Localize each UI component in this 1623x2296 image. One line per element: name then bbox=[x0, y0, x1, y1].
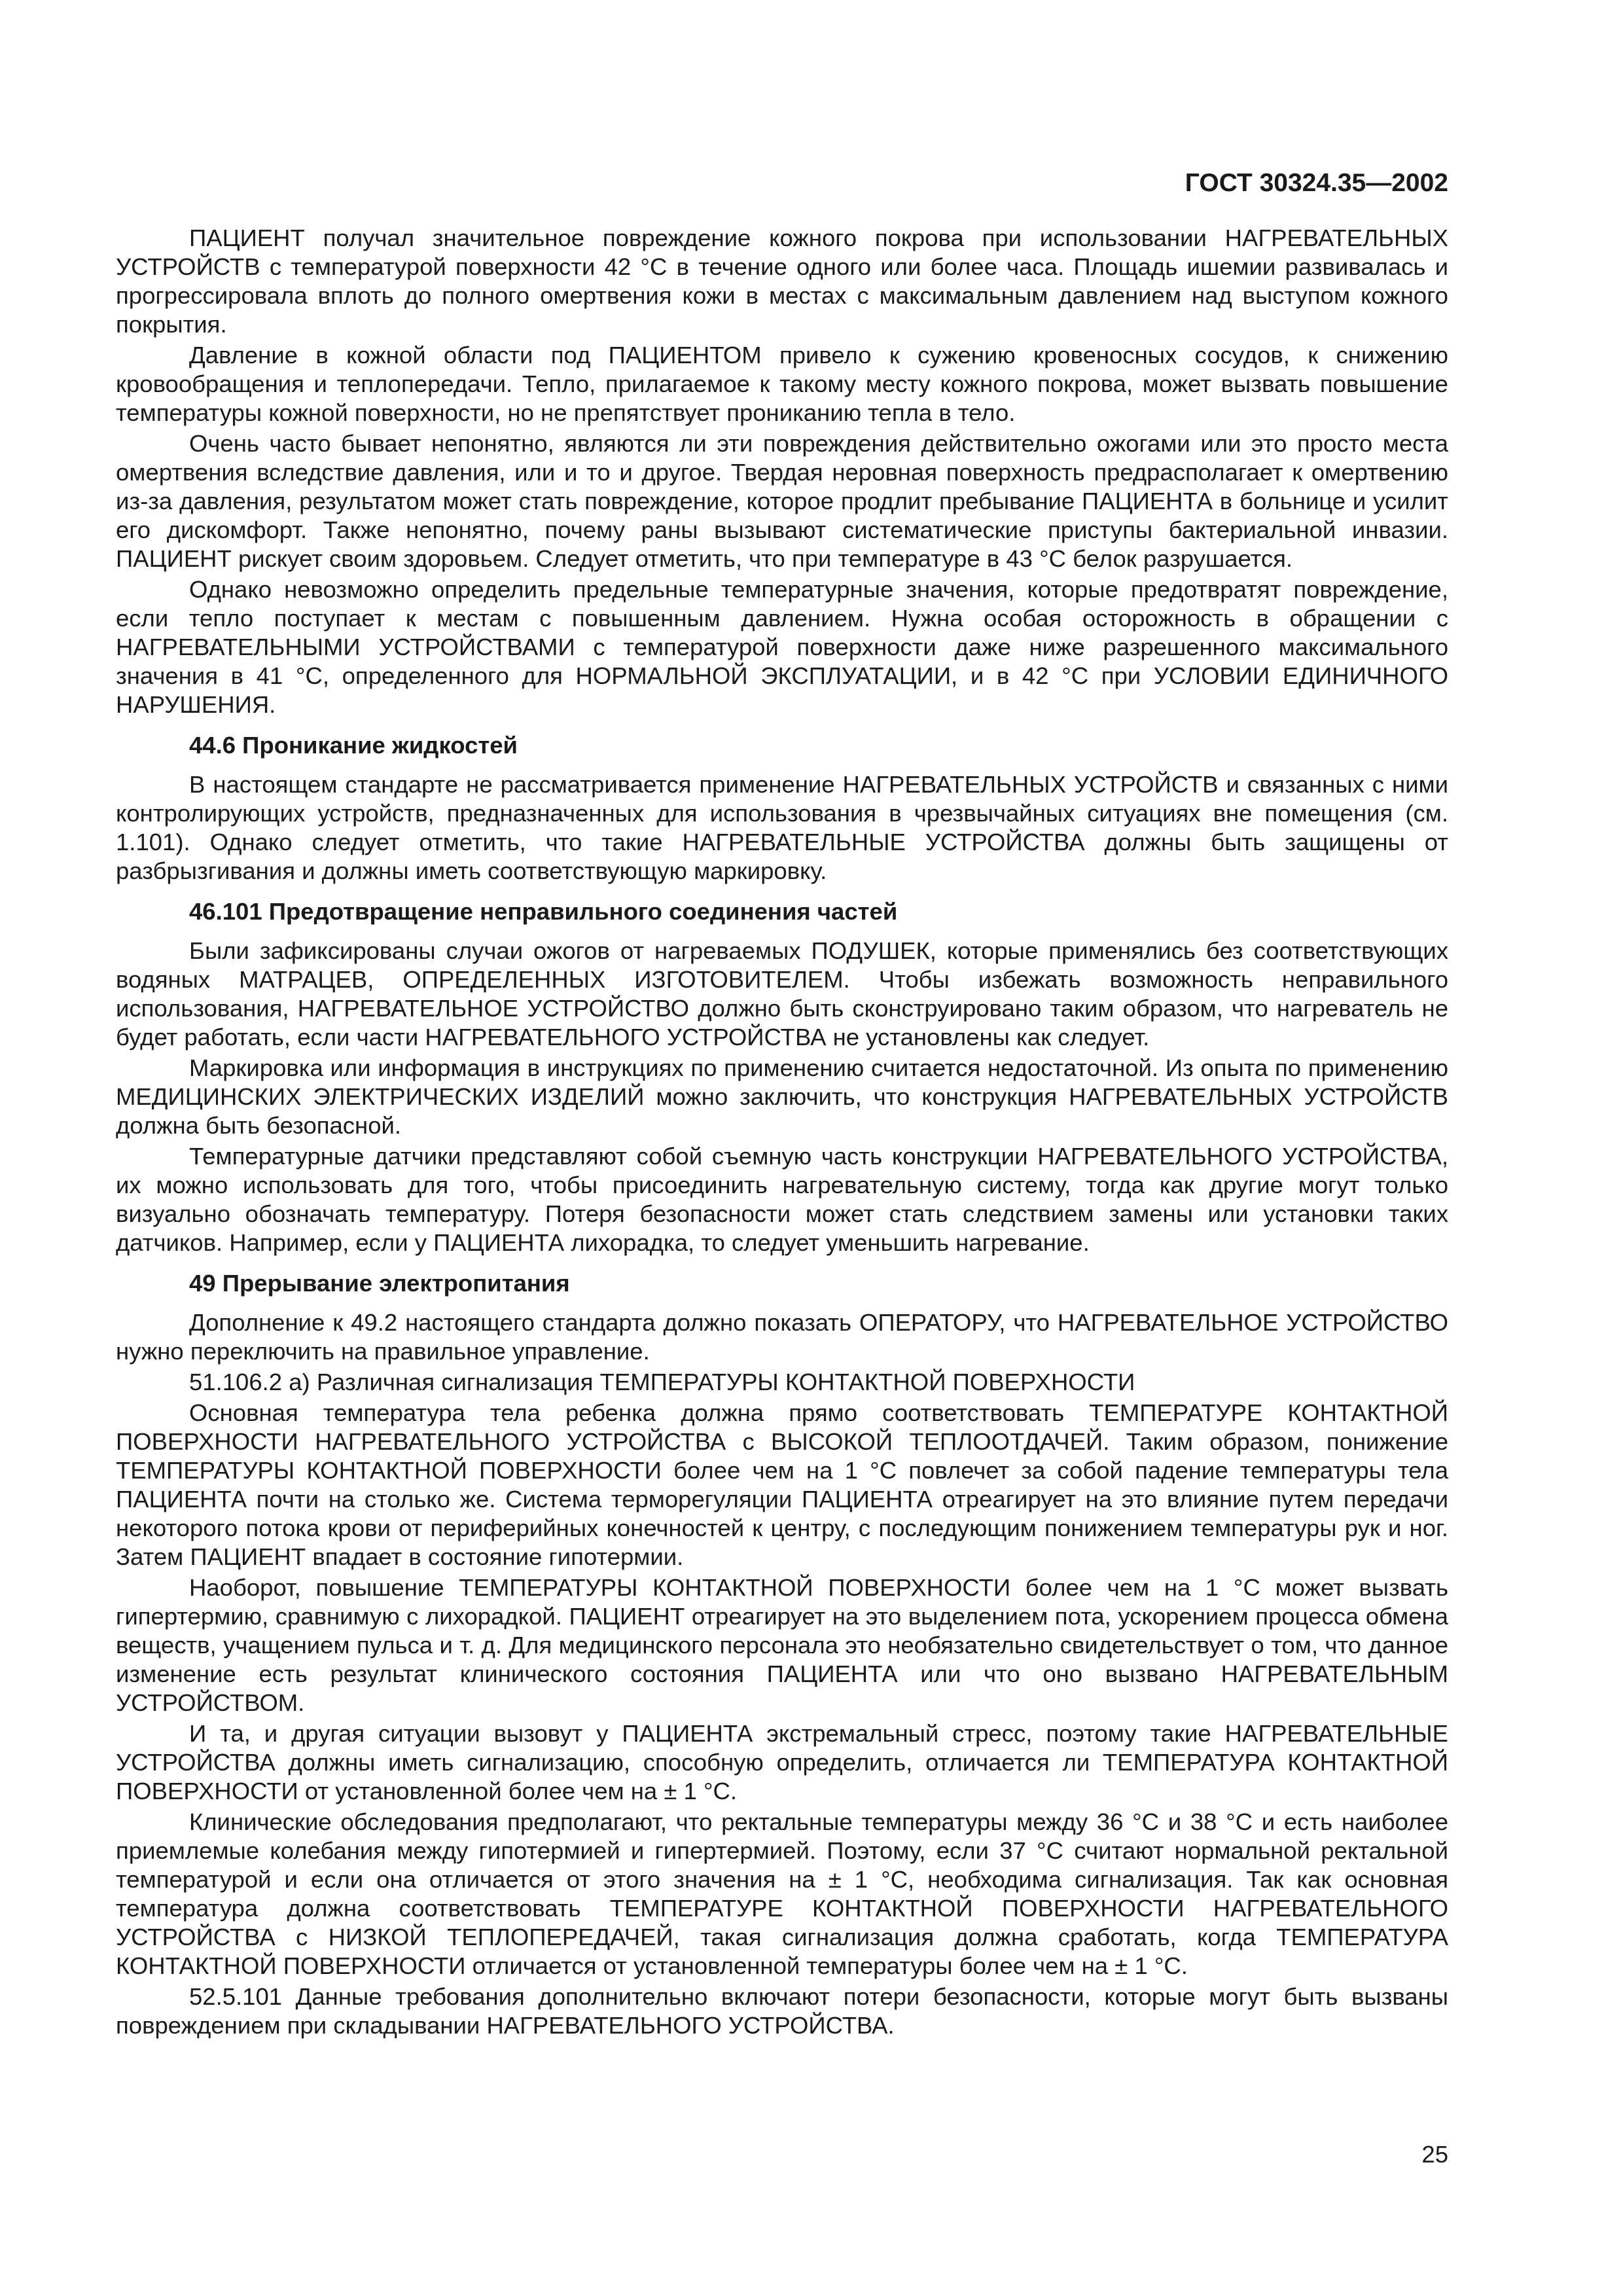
section-heading: 49 Прерывание электропитания bbox=[189, 1270, 570, 1297]
paragraph: Очень часто бывает непонятно, являются ли эти повреждения действительно ожогами или это просто места омертвения вследствие давления, или и то и другое. Твердая неровная поверхность предрасполагает к омертвению из-за давления, результатом может стать повреждение, которое продлит пребывание ПАЦИЕНТА в больнице и усилит его дискомфорт. Также непонятно, почему раны вызывают систематические приступы бактериальной инвазии. ПАЦИЕНТ рискует своим здоровьем. Следует отметить, что при температуре в 43 °С белок разрушается. bbox=[116, 430, 1448, 572]
paragraph: Основная температура тела ребенка должна прямо соответствовать ТЕМПЕРАТУРЕ КОНТАКТНОЙ ПОВЕРХНОСТИ НАГРЕВАТЕЛЬНОГО УСТРОЙСТВА с ВЫСОКОЙ ТЕПЛООТДАЧЕЙ. Таким образом, понижение ТЕМПЕРАТУРЫ КОНТАКТНОЙ ПОВЕРХНОСТИ более чем на 1 °С повлечет за собой падение температуры тела ПАЦИЕНТА почти на столько же. Система терморегуляции ПАЦИЕНТА отреагирует на это влияние путем передачи некоторого потока крови от периферийных конечностей к центру, с последующим понижением температуры рук и ног. Затем ПАЦИЕНТ впадает в состояние гипотермии. bbox=[116, 1399, 1448, 1570]
page-number: 25 bbox=[1421, 2141, 1448, 2168]
paragraph: Температурные датчики представляют собой съемную часть конструкции НАГРЕВАТЕЛЬНОГО УСТРОЙСТВА, их можно использовать для того, чтобы присоединить нагревательную систему, тогда как другие могут только визуально обозначать температуру. Потеря безопасности может стать следствием замены или установки таких датчиков. Например, если у ПАЦИЕНТА лихорадка, то следует уменьшить нагревание. bbox=[116, 1143, 1448, 1256]
document-page bbox=[116, 151, 1448, 2232]
paragraph: Наоборот, повышение ТЕМПЕРАТУРЫ КОНТАКТНОЙ ПОВЕРХНОСТИ более чем на 1 °С может вызвать гипертермию, сравнимую с лихорадкой. ПАЦИЕНТ отреагирует на это выделением пота, ускорением процесса обмена веществ, учащением пульса и т. д. Для медицинского персонала это необязательно свидетельствует о том, что данное изменение есть результат клинического состояния ПАЦИЕНТА или что оно вызвано НАГРЕВАТЕЛЬНЫМ УСТРОЙСТВОМ. bbox=[116, 1574, 1448, 1716]
section-heading: 44.6 Проникание жидкостей bbox=[189, 732, 518, 759]
paragraph: 51.106.2 а) Различная сигнализация ТЕМПЕРАТУРЫ КОНТАКТНОЙ ПОВЕРХНОСТИ bbox=[189, 1369, 1135, 1395]
paragraph: ПАЦИЕНТ получал значительное повреждение кожного покрова при использовании НАГРЕВАТЕЛЬНЫХ УСТРОЙСТВ с температурой поверхности 42 °С в течение одного или более часа. Площадь ишемии развивалась и прогрессировала вплоть до полного омертвения кожи в местах с максимальным давлением над выступом кожного покрытия. bbox=[116, 224, 1448, 338]
paragraph: Дополнение к 49.2 настоящего стандарта должно показать ОПЕРАТОРУ, что НАГРЕВАТЕЛЬНОЕ УСТРОЙСТВО нужно переключить на правильное управление. bbox=[116, 1309, 1448, 1365]
paragraph: Были зафиксированы случаи ожогов от нагреваемых ПОДУШЕК, которые применялись без соответствующих водяных МАТРАЦЕВ, ОПРЕДЕЛЕННЫХ ИЗГОТОВИТЕЛЕМ. Чтобы избежать возможность неправильного использования, НАГРЕВАТЕЛЬНОЕ УСТРОЙСТВО должно быть сконструировано таким образом, что нагреватель не будет работать, если части НАГРЕВАТЕЛЬНОГО УСТРОЙСТВА не установлены как следует. bbox=[116, 937, 1448, 1050]
document-header: ГОСТ 30324.35—2002 bbox=[1185, 169, 1448, 197]
paragraph: В настоящем стандарте не рассматривается применение НАГРЕВАТЕЛЬНЫХ УСТРОЙСТВ и связанных с ними контролирующих устройств, предназначенных для использования в чрезвычайных ситуациях вне помещения (см. 1.101). Однако следует отметить, что такие НАГРЕВАТЕЛЬНЫЕ УСТРОЙСТВА должны быть защищены от разбрызгивания и должны иметь соответствующую маркировку. bbox=[116, 771, 1448, 884]
paragraph: Клинические обследования предполагают, что ректальные температуры между 36 °С и 38 °С и есть наиболее приемлемые колебания между гипотермией и гипертермией. Поэтому, если 37 °С считают нормальной ректальной температурой и если она отличается от этого значения на ± 1 °С, необходима сигнализация. Так как основная температура должна соответствовать ТЕМПЕРАТУРЕ КОНТАКТНОЙ ПОВЕРХНОСТИ НАГРЕВАТЕЛЬНОГО УСТРОЙСТВА с НИЗКОЙ ТЕПЛОПЕРЕДАЧЕЙ, такая сигнализация должна сработать, когда ТЕМПЕРАТУРА КОНТАКТНОЙ ПОВЕРХНОСТИ отличается от установленной температуры более чем на ± 1 °С. bbox=[116, 1808, 1448, 1979]
paragraph: 52.5.101 Данные требования дополнительно включают потери безопасности, которые могут быть вызваны повреждением при складывании НАГРЕВАТЕЛЬНОГО УСТРОЙСТВА. bbox=[116, 1983, 1448, 2039]
paragraph: И та, и другая ситуации вызовут у ПАЦИЕНТА экстремальный стресс, поэтому такие НАГРЕВАТЕЛЬНЫЕ УСТРОЙСТВА должны иметь сигнализацию, способную определить, отличается ли ТЕМПЕРАТУРА КОНТАКТНОЙ ПОВЕРХНОСТИ от установленной более чем на ± 1 °С. bbox=[116, 1720, 1448, 1804]
section-heading: 46.101 Предотвращение неправильного соединения частей bbox=[189, 898, 898, 925]
paragraph: Давление в кожной области под ПАЦИЕНТОМ привело к сужению кровеносных сосудов, к снижению кровообращения и теплопередачи. Тепло, прилагаемое к такому месту кожного покрова, может вызвать повышение температуры кожной поверхности, но не препятствует прониканию тепла в тело. bbox=[116, 342, 1448, 426]
paragraph: Маркировка или информация в инструкциях по применению считается недостаточной. Из опыта по применению МЕДИЦИНСКИХ ЭЛЕКТРИЧЕСКИХ ИЗДЕЛИЙ можно заключить, что конструкция НАГРЕВАТЕЛЬНЫХ УСТРОЙСТВ должна быть безопасной. bbox=[116, 1054, 1448, 1139]
paragraph: Однако невозможно определить предельные температурные значения, которые предотвратят повреждение, если тепло поступает к местам с повышенным давлением. Нужна особая осторожность в обращении с НАГРЕВАТЕЛЬНЫМИ УСТРОЙСТВАМИ с температурой поверхности даже ниже разрешенного максимального значения в 41 °С, определенного для НОРМАЛЬНОЙ ЭКСПЛУАТАЦИИ, и в 42 °С при УСЛОВИИ ЕДИНИЧНОГО НАРУШЕНИЯ. bbox=[116, 576, 1448, 718]
